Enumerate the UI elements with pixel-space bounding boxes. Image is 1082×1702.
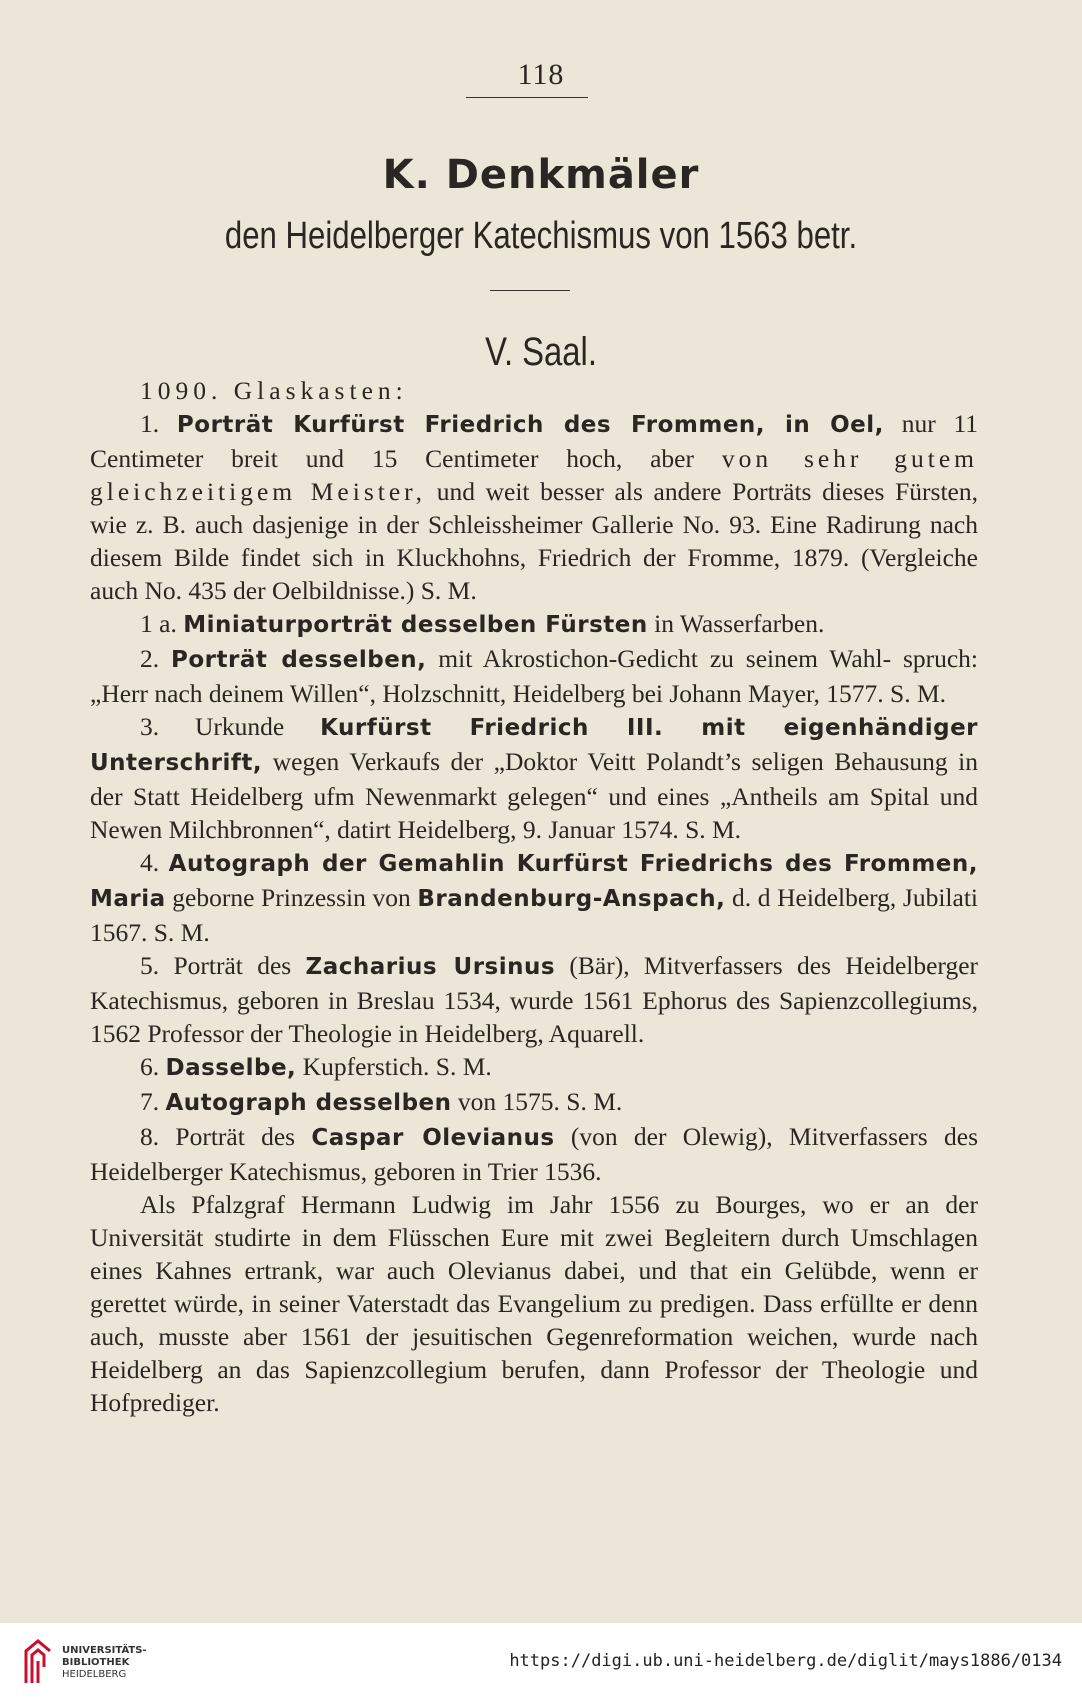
entry-number: 4. [140,848,160,877]
heading-rule [490,290,570,291]
entry-text: von 1575. S. M. [457,1087,623,1116]
entry-text: (Bär), Mitverfassers des Heidelberger Katechismus, geboren in Breslau 1534, wurde 1561 Ephorus des Sapienzcollegiums, 1562 Professor der Theologie in Heidelberg, Aquarell. [90,951,979,1048]
entry-title: Caspar Olevianus [311,1125,555,1151]
entry-title: Autograph desselben [165,1090,452,1116]
entry-number: 1090. [140,376,223,405]
entry-text: Kupferstich. S. M. [302,1052,492,1081]
entry-text: Glaskasten: [233,376,408,405]
entry-text: und weit besser als andere Porträts dieses Fürsten, wie z. B. auch dasjenige in der Schleissheimer Gallerie No. 93. Eine Radirung nach diesem Bilde findet sich in Kluckhohns, Friedrich der Fromme, 1879. (Vergleiche auch No. 435 der Oelbildnisse.) S. M. [90,477,978,605]
entry-text: in Wasserfarben. [654,609,825,638]
entry-text: Porträt des [175,1122,296,1151]
entry-8 [90,1120,978,1188]
entry-number: 1. [140,409,160,438]
entry-text: geborne Prinzessin von [172,883,411,912]
paragraph-olevianus: Als Pfalzgraf Hermann Ludwig im Jahr 1556 zu Bourges, wo er an der Universität studirte in dem Flüsschen Eure mit zwei Begleitern durch Umschlagen eines Kahnes ertrank, war auch Olevianus dabei, und that ein Gelübde, wenn er gerettet würde, in seiner Vaterstadt das Evangelium zu predigen. Dass erfüllte er denn auch, musste aber 1561 der jesuitischen Gegenreformation weichen, wurde nach Heidelberg an das Sapienzcollegium berufen, dann Professor der Theologie und Hofprediger. [90,1190,978,1417]
library-logo-text [62,1645,147,1681]
entry-text: Urkunde [194,712,285,741]
entry-1a [90,607,978,642]
entry-number: 2. [140,644,160,673]
entry-text: d. d Heidelberg, Jubilati 1567. S. M. [90,883,978,947]
entry-3 [90,710,978,846]
entry-spaced-text: von sehr gutem gleichzeitigem Meister, [90,444,979,506]
entry-title: Porträt Kurfürst Friedrich des Frommen, in Oel, [176,412,884,438]
entry-title: Porträt desselben, [170,647,427,673]
library-logo-icon [22,1637,54,1687]
chapter-subheading: den Heidelberger Katechismus von 1563 betr. [224,215,858,257]
entry-1 [90,407,978,607]
entry-2 [90,642,978,710]
entry-number: 7. [140,1087,160,1116]
page-number-rule [466,97,588,98]
entry-title: Autograph der Gemahlin Kurfürst Friedrichs des Frommen, Maria [90,851,979,912]
entry-title: Miniaturporträt desselben Fürsten [183,612,648,638]
catalog-text [90,374,978,1419]
entry-text: nur 11 Centimeter breit und 15 Centimeter hoch, aber [90,409,979,473]
entry-6 [90,1050,978,1085]
entry-number: 1 a. [140,609,177,638]
entry-number: 8. [140,1122,160,1151]
permalink-url[interactable]: https://digi.ub.uni-heidelberg.de/diglit/mays1886/0134 [509,1651,1062,1671]
section-title: V. Saal. [485,330,597,374]
entry-text: Porträt des [173,951,292,980]
footer-bar [0,1623,1082,1702]
entry-1090 [90,374,978,407]
entry-text: mit Akrostichon-Gedicht zu seinem Wahl- [438,644,892,673]
logo-line-1: UNIVERSITÄTS- [62,1645,147,1656]
entry-text: „Herr nach deinem Willen“, Holzschnitt, Heidelberg bei Johann Mayer, 1577. S. M. [90,679,946,708]
page-number: 118 [517,58,565,91]
entry-number: 3. [140,712,160,741]
entry-title: Dasselbe, [165,1055,297,1081]
entry-title: Zacharius Ursinus [305,954,556,980]
entry-title: Brandenburg-Anspach, [417,886,726,912]
entry-7 [90,1085,978,1120]
entry-number: 6. [140,1052,160,1081]
entry-text: (von der Olewig), Mitverfassers des Heidelberger Katechismus, geboren in Trier 1536. [90,1122,978,1186]
entry-text: wegen Verkaufs der „Doktor Veitt Polandt’s seligen Behausung in der Statt Heidelberg ufm Newenmarkt gelegen“ und eines „Antheils am Spital und Newen Milchbronnen“, datirt Heidelberg, 9. Januar 1574. S. M. [90,747,979,844]
entry-5 [90,949,978,1050]
logo-line-2: BIBLIOTHEK [62,1657,130,1668]
entry-title: Kurfürst Friedrich III. mit eigenhändiger Unterschrift, [90,715,979,776]
entry-4 [90,846,978,949]
logo-line-3: HEIDELBERG [62,1669,127,1680]
entry-number: 5. [140,951,160,980]
entry-spaced-text: spruch: [902,644,979,673]
chapter-heading: K. Denkmäler [382,152,700,198]
